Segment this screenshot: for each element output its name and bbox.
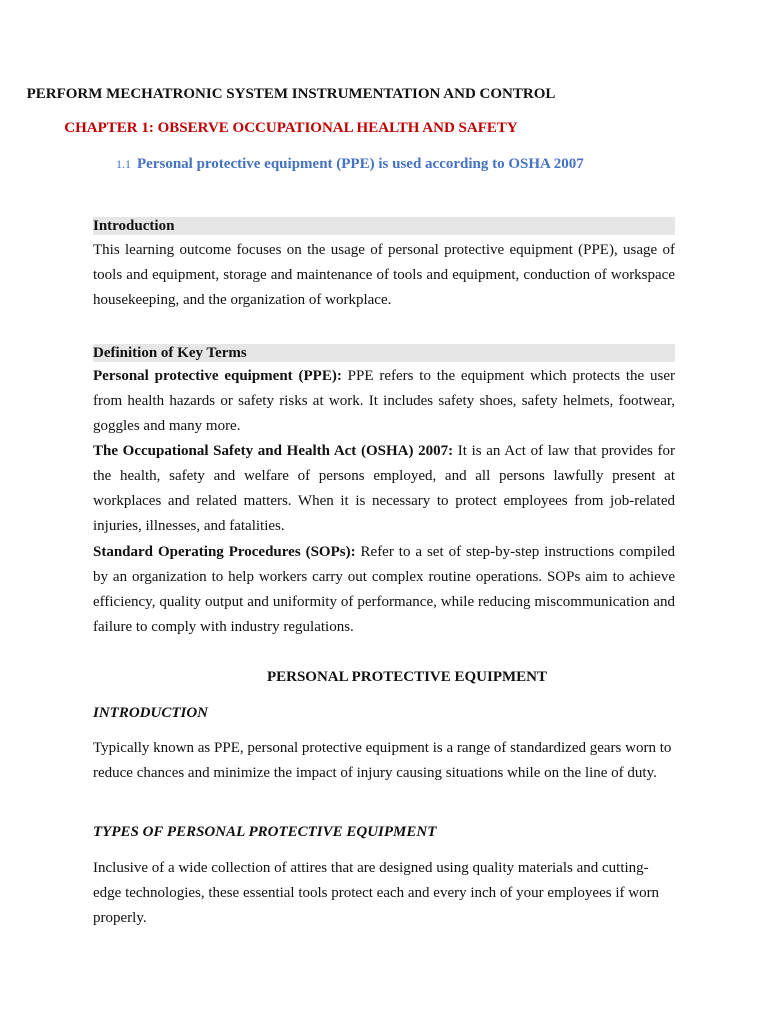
- key-term-ppe-label: Personal protective equipment (PPE):: [93, 368, 342, 384]
- key-term-sops: [93, 540, 675, 640]
- key-term-ppe: [93, 364, 675, 439]
- ppe-section-heading: PERSONAL PROTECTIVE EQUIPMENT: [266, 669, 548, 685]
- section-number: 1.1: [116, 157, 131, 171]
- key-term-osha: [93, 439, 675, 539]
- section-title: Personal protective equipment (PPE) is used according to OSHA 2007: [137, 156, 584, 172]
- key-terms-heading: Definition of Key Terms: [93, 344, 675, 362]
- document-title: PERFORM MECHATRONIC SYSTEM INSTRUMENTATION AND CONTROL: [26, 86, 556, 102]
- introduction-paragraph: This learning outcome focuses on the usage of personal protective equipment (PPE), usage of tools and equipment, storage and maintenance of tools and equipment, conduction of workspace housekeeping, and the organization of workplace.: [93, 242, 675, 308]
- ppe-intro-heading: INTRODUCTION: [93, 705, 209, 721]
- introduction-heading: Introduction: [93, 217, 675, 235]
- key-term-sops-definition: Refer to a set of step-by-step instructions compiled by an organization to help workers carry out complex routine operations. SOPs aim to achieve efficiency, quality output and uniformity of performance, while reducing miscommunication and failure to comply with industry regulations.: [93, 544, 675, 635]
- key-term-sops-label: Standard Operating Procedures (SOPs):: [93, 544, 356, 560]
- key-term-ppe-definition: PPE refers to the equipment which protects the user from health hazards or safety risks at work. It includes safety shoes, safety helmets, footwear, goggles and many more.: [93, 368, 675, 434]
- ppe-types-heading: TYPES OF PERSONAL PROTECTIVE EQUIPMENT: [93, 824, 437, 840]
- section-heading: [116, 156, 584, 173]
- chapter-title: CHAPTER 1: OBSERVE OCCUPATIONAL HEALTH AND SAFETY: [64, 120, 518, 136]
- key-term-osha-definition: It is an Act of law that provides for the health, safety and welfare of persons employed, and all persons lawfully present at workplaces and related matters. When it is necessary to protect employees from job-related injuries, illnesses, and fatalities.: [93, 443, 675, 534]
- key-term-osha-label: The Occupational Safety and Health Act (OSHA) 2007:: [93, 443, 454, 459]
- ppe-intro-paragraph: Typically known as PPE, personal protective equipment is a range of standardized gears worn to reduce chances and minimize the impact of injury causing situations while on the line of duty.: [93, 740, 672, 781]
- ppe-types-paragraph: Inclusive of a wide collection of attires that are designed using quality materials and cutting-edge technologies, these essential tools protect each and every inch of your employees if worn properly.: [93, 860, 660, 926]
